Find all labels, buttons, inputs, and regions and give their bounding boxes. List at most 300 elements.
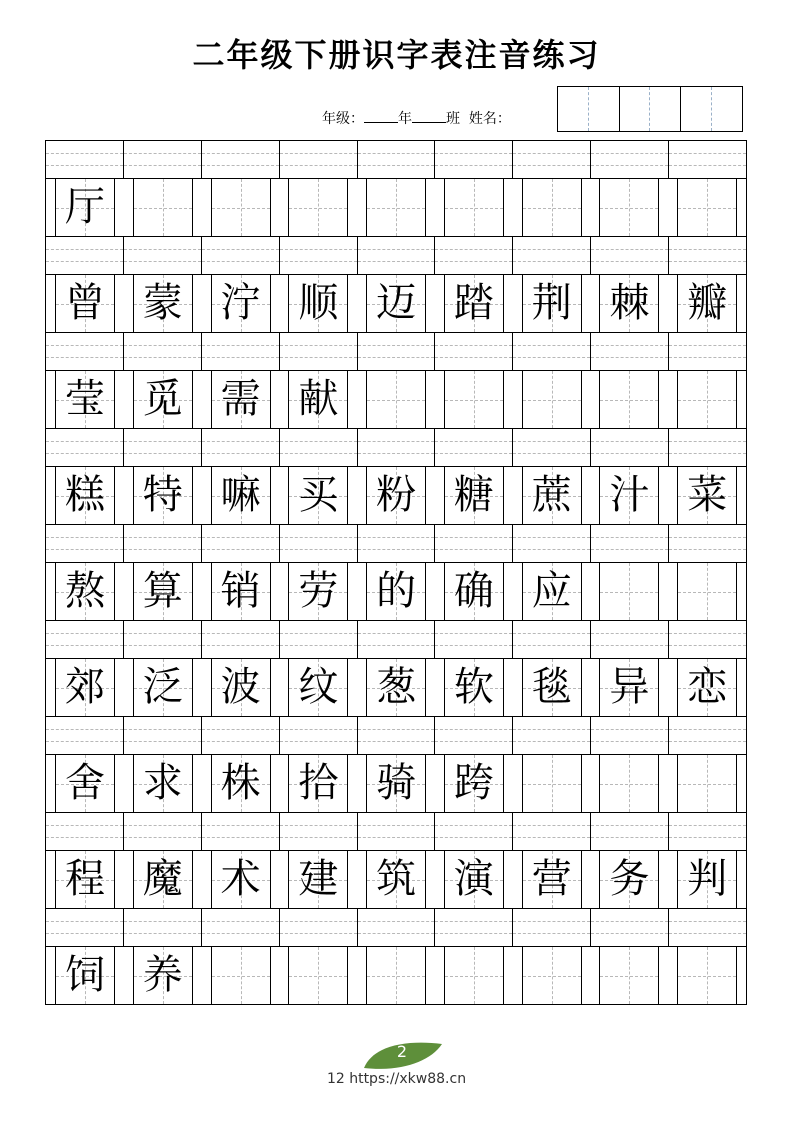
pinyin-cell[interactable] <box>124 333 202 370</box>
hanzi-character: 迈 <box>376 280 417 326</box>
pinyin-cell[interactable] <box>202 909 280 946</box>
tianzige-box[interactable] <box>366 851 426 908</box>
character-row <box>45 178 747 236</box>
pinyin-cell[interactable] <box>202 621 280 658</box>
tianzige-box[interactable] <box>211 371 271 428</box>
pinyin-cell[interactable] <box>124 621 202 658</box>
tianzige-box[interactable] <box>133 947 193 1004</box>
name-box-cell[interactable] <box>650 87 681 131</box>
tianzige-box[interactable] <box>55 371 115 428</box>
character-cell <box>590 275 668 332</box>
hanzi-character <box>600 563 658 620</box>
pinyin-cell[interactable] <box>513 717 591 754</box>
tianzige-box[interactable] <box>55 275 115 332</box>
character-cell <box>46 659 124 716</box>
character-row <box>45 754 747 812</box>
tianzige-box[interactable] <box>366 179 426 236</box>
tianzige-box[interactable] <box>288 563 348 620</box>
character-cell <box>357 851 435 908</box>
pinyin-row <box>45 332 747 370</box>
pinyin-cell[interactable] <box>124 237 202 274</box>
character-row <box>45 370 747 428</box>
tianzige-box[interactable] <box>211 179 271 236</box>
pinyin-cell[interactable] <box>358 621 436 658</box>
pinyin-cell[interactable] <box>202 429 280 466</box>
pinyin-row <box>45 908 747 946</box>
pinyin-cell[interactable] <box>591 909 669 946</box>
hanzi-character <box>134 179 192 236</box>
tianzige-box[interactable] <box>366 275 426 332</box>
pinyin-cell[interactable] <box>513 237 591 274</box>
tianzige-box[interactable] <box>288 467 348 524</box>
character-cell <box>357 563 435 620</box>
character-cell <box>279 947 357 1004</box>
hanzi-character <box>678 371 736 428</box>
character-cell <box>590 755 668 812</box>
hanzi-character: 株 <box>220 760 261 806</box>
hanzi-character: 熬 <box>65 568 105 614</box>
tianzige-box[interactable] <box>133 659 193 716</box>
pinyin-cell[interactable] <box>435 909 513 946</box>
hanzi-character: 魔 <box>142 856 183 902</box>
practice-grid <box>45 140 747 1005</box>
name-box-cell[interactable] <box>620 87 651 131</box>
tianzige-box[interactable] <box>677 179 737 236</box>
pinyin-cell[interactable] <box>46 141 124 178</box>
character-cell <box>46 467 124 524</box>
name-box-cell[interactable] <box>558 87 589 131</box>
footer-url: 12 https://xkw88.cn <box>326 1071 467 1087</box>
tianzige-box[interactable] <box>677 275 737 332</box>
pinyin-cell[interactable] <box>202 813 280 850</box>
pinyin-cell[interactable] <box>124 909 202 946</box>
tianzige-box[interactable] <box>444 659 504 716</box>
character-cell <box>124 467 202 524</box>
tianzige-box[interactable] <box>677 371 737 428</box>
character-cell <box>357 467 435 524</box>
character-row <box>45 658 747 716</box>
hanzi-character <box>600 371 658 428</box>
pinyin-cell[interactable] <box>46 429 124 466</box>
character-cell <box>435 275 513 332</box>
tianzige-box[interactable] <box>444 467 504 524</box>
hanzi-character: 曾 <box>65 280 105 326</box>
pinyin-cell[interactable] <box>591 525 669 562</box>
pinyin-cell[interactable] <box>435 141 513 178</box>
character-cell <box>668 371 746 428</box>
tianzige-box[interactable] <box>55 851 115 908</box>
hanzi-character <box>367 371 425 428</box>
tianzige-box[interactable] <box>522 851 582 908</box>
tianzige-box[interactable] <box>522 563 582 620</box>
hanzi-character: 求 <box>142 760 183 806</box>
pinyin-cell[interactable] <box>124 141 202 178</box>
pinyin-cell[interactable] <box>358 141 436 178</box>
pinyin-cell[interactable] <box>358 237 436 274</box>
tianzige-box[interactable] <box>522 275 582 332</box>
tianzige-box[interactable] <box>599 659 659 716</box>
character-cell <box>46 755 124 812</box>
class-suffix: 班 <box>446 111 460 127</box>
tianzige-box[interactable] <box>677 467 737 524</box>
hanzi-character: 觅 <box>142 376 183 422</box>
tianzige-box[interactable] <box>522 947 582 1004</box>
pinyin-cell[interactable] <box>591 141 669 178</box>
pinyin-cell[interactable] <box>280 909 358 946</box>
name-label: 姓名： <box>468 111 511 127</box>
pinyin-cell[interactable] <box>358 525 436 562</box>
tianzige-box[interactable] <box>522 179 582 236</box>
tianzige-box[interactable] <box>133 371 193 428</box>
tianzige-box[interactable] <box>55 947 115 1004</box>
character-cell <box>668 179 746 236</box>
page-title: 二年级下册识字表注音练习 <box>192 36 601 74</box>
pinyin-cell[interactable] <box>513 141 591 178</box>
tianzige-box[interactable] <box>55 755 115 812</box>
hanzi-character: 拾 <box>298 760 339 806</box>
hanzi-character: 软 <box>453 664 494 710</box>
name-box-cell[interactable] <box>589 87 620 131</box>
tianzige-box[interactable] <box>211 659 271 716</box>
hanzi-character: 糕 <box>65 472 105 518</box>
pinyin-cell[interactable] <box>669 621 746 658</box>
character-cell <box>590 851 668 908</box>
tianzige-box[interactable] <box>288 659 348 716</box>
tianzige-box[interactable] <box>133 563 193 620</box>
pinyin-cell[interactable] <box>591 621 669 658</box>
pinyin-cell[interactable] <box>46 621 124 658</box>
tianzige-box[interactable] <box>288 275 348 332</box>
hanzi-character: 郊 <box>65 664 105 710</box>
tianzige-box[interactable] <box>366 755 426 812</box>
pinyin-cell[interactable] <box>46 813 124 850</box>
character-cell <box>279 275 357 332</box>
character-cell <box>46 851 124 908</box>
hanzi-character: 菜 <box>687 472 728 518</box>
character-cell <box>513 179 591 236</box>
tianzige-box[interactable] <box>444 947 504 1004</box>
tianzige-box[interactable] <box>211 467 271 524</box>
character-cell <box>357 179 435 236</box>
pinyin-cell[interactable] <box>202 237 280 274</box>
pinyin-cell[interactable] <box>280 813 358 850</box>
hanzi-character: 特 <box>142 472 183 518</box>
pinyin-cell[interactable] <box>280 717 358 754</box>
tianzige-box[interactable] <box>599 563 659 620</box>
hanzi-character <box>212 179 270 236</box>
pinyin-cell[interactable] <box>591 717 669 754</box>
character-cell <box>357 659 435 716</box>
tianzige-box[interactable] <box>444 563 504 620</box>
hanzi-character: 判 <box>687 856 728 902</box>
hanzi-character: 需 <box>220 376 261 422</box>
tianzige-box[interactable] <box>677 947 737 1004</box>
character-cell <box>202 371 280 428</box>
character-cell <box>124 659 202 716</box>
hanzi-character: 葱 <box>376 664 417 710</box>
character-cell <box>668 563 746 620</box>
hanzi-character: 程 <box>65 856 105 902</box>
tianzige-box[interactable] <box>288 947 348 1004</box>
pinyin-cell[interactable] <box>358 909 436 946</box>
hanzi-character <box>523 755 581 812</box>
hanzi-character: 养 <box>142 952 183 998</box>
pinyin-cell[interactable] <box>280 525 358 562</box>
character-row <box>45 850 747 908</box>
pinyin-cell[interactable] <box>669 525 746 562</box>
hanzi-character: 荆 <box>531 280 572 326</box>
pinyin-cell[interactable] <box>591 333 669 370</box>
hanzi-character: 棘 <box>609 280 650 326</box>
pinyin-cell[interactable] <box>513 813 591 850</box>
pinyin-cell[interactable] <box>280 237 358 274</box>
pinyin-cell[interactable] <box>435 813 513 850</box>
tianzige-box[interactable] <box>599 851 659 908</box>
pinyin-cell[interactable] <box>202 141 280 178</box>
pinyin-cell[interactable] <box>358 813 436 850</box>
character-cell <box>202 659 280 716</box>
character-cell <box>435 179 513 236</box>
pinyin-cell[interactable] <box>202 525 280 562</box>
tianzige-box[interactable] <box>599 947 659 1004</box>
hanzi-character: 波 <box>220 664 261 710</box>
tianzige-box[interactable] <box>444 755 504 812</box>
hanzi-character <box>523 371 581 428</box>
character-cell <box>435 467 513 524</box>
tianzige-box[interactable] <box>133 467 193 524</box>
hanzi-character: 买 <box>298 472 339 518</box>
pinyin-cell[interactable] <box>591 813 669 850</box>
tianzige-box[interactable] <box>599 467 659 524</box>
hanzi-character: 算 <box>142 568 183 614</box>
pinyin-cell[interactable] <box>435 621 513 658</box>
pinyin-cell[interactable] <box>46 717 124 754</box>
pinyin-row <box>45 812 747 850</box>
tianzige-box[interactable] <box>211 947 271 1004</box>
tianzige-box[interactable] <box>211 563 271 620</box>
pinyin-cell[interactable] <box>669 909 746 946</box>
pinyin-cell[interactable] <box>124 813 202 850</box>
character-cell <box>124 755 202 812</box>
pinyin-cell[interactable] <box>280 621 358 658</box>
character-cell <box>124 851 202 908</box>
pinyin-cell[interactable] <box>358 333 436 370</box>
name-box-cell[interactable] <box>681 87 712 131</box>
character-row <box>45 946 747 1004</box>
tianzige-box[interactable] <box>677 755 737 812</box>
tianzige-box[interactable] <box>444 851 504 908</box>
pinyin-cell[interactable] <box>46 525 124 562</box>
tianzige-box[interactable] <box>522 467 582 524</box>
tianzige-box[interactable] <box>444 371 504 428</box>
character-cell <box>357 755 435 812</box>
hanzi-character: 跨 <box>453 760 494 806</box>
character-cell <box>202 947 280 1004</box>
grade-blank[interactable] <box>364 108 398 123</box>
tianzige-box[interactable] <box>211 275 271 332</box>
tianzige-box[interactable] <box>677 563 737 620</box>
tianzige-box[interactable] <box>211 755 271 812</box>
tianzige-box[interactable] <box>599 371 659 428</box>
character-cell <box>46 563 124 620</box>
character-cell <box>202 467 280 524</box>
pinyin-cell[interactable] <box>669 429 746 466</box>
pinyin-cell[interactable] <box>513 429 591 466</box>
tianzige-box[interactable] <box>366 563 426 620</box>
tianzige-box[interactable] <box>599 275 659 332</box>
pinyin-cell[interactable] <box>46 909 124 946</box>
hanzi-character: 确 <box>453 568 494 614</box>
tianzige-box[interactable] <box>288 851 348 908</box>
pinyin-cell[interactable] <box>669 237 746 274</box>
character-cell <box>668 851 746 908</box>
pinyin-cell[interactable] <box>124 429 202 466</box>
pinyin-cell[interactable] <box>358 717 436 754</box>
hanzi-character: 纹 <box>298 664 339 710</box>
pinyin-cell[interactable] <box>280 141 358 178</box>
student-info <box>322 108 511 128</box>
pinyin-row <box>45 716 747 754</box>
pinyin-cell[interactable] <box>435 525 513 562</box>
hanzi-character <box>523 179 581 236</box>
tianzige-box[interactable] <box>599 179 659 236</box>
tianzige-box[interactable] <box>55 179 115 236</box>
pinyin-cell[interactable] <box>513 525 591 562</box>
pinyin-cell[interactable] <box>513 621 591 658</box>
character-cell <box>202 851 280 908</box>
tianzige-box[interactable] <box>444 179 504 236</box>
character-cell <box>435 659 513 716</box>
pinyin-cell[interactable] <box>202 717 280 754</box>
character-cell <box>513 275 591 332</box>
pinyin-cell[interactable] <box>591 429 669 466</box>
tianzige-box[interactable] <box>522 371 582 428</box>
character-cell <box>202 755 280 812</box>
pinyin-cell[interactable] <box>513 909 591 946</box>
hanzi-character: 嘛 <box>220 472 261 518</box>
hanzi-character <box>523 947 581 1004</box>
year-suffix: 年 <box>398 111 412 127</box>
tianzige-box[interactable] <box>55 659 115 716</box>
pinyin-cell[interactable] <box>124 525 202 562</box>
pinyin-cell[interactable] <box>202 333 280 370</box>
character-cell <box>513 563 591 620</box>
character-cell <box>435 851 513 908</box>
character-cell <box>124 275 202 332</box>
pinyin-cell[interactable] <box>435 717 513 754</box>
pinyin-cell[interactable] <box>435 429 513 466</box>
hanzi-character: 异 <box>609 664 650 710</box>
hanzi-character: 踏 <box>453 280 494 326</box>
hanzi-character: 瓣 <box>687 280 728 326</box>
tianzige-box[interactable] <box>677 851 737 908</box>
pinyin-cell[interactable] <box>669 813 746 850</box>
tianzige-box[interactable] <box>133 755 193 812</box>
character-cell <box>435 563 513 620</box>
pinyin-cell[interactable] <box>591 237 669 274</box>
tianzige-box[interactable] <box>288 179 348 236</box>
tianzige-box[interactable] <box>366 659 426 716</box>
tianzige-box[interactable] <box>366 467 426 524</box>
pinyin-cell[interactable] <box>124 717 202 754</box>
character-cell <box>435 371 513 428</box>
hanzi-character: 献 <box>298 376 339 422</box>
tianzige-box[interactable] <box>288 755 348 812</box>
tianzige-box[interactable] <box>444 275 504 332</box>
tianzige-box[interactable] <box>366 371 426 428</box>
pinyin-row <box>45 140 747 178</box>
character-cell <box>46 275 124 332</box>
pinyin-row <box>45 236 747 274</box>
tianzige-box[interactable] <box>599 755 659 812</box>
character-cell <box>124 371 202 428</box>
tianzige-box[interactable] <box>133 179 193 236</box>
hanzi-character: 术 <box>220 856 261 902</box>
character-cell <box>46 179 124 236</box>
tianzige-box[interactable] <box>55 563 115 620</box>
hanzi-character: 泛 <box>142 664 183 710</box>
hanzi-character: 毯 <box>531 664 572 710</box>
tianzige-box[interactable] <box>55 467 115 524</box>
hanzi-character: 糖 <box>453 472 494 518</box>
character-cell <box>668 755 746 812</box>
name-writing-box[interactable] <box>557 86 743 132</box>
tianzige-box[interactable] <box>288 371 348 428</box>
character-cell <box>590 947 668 1004</box>
character-cell <box>590 467 668 524</box>
pinyin-cell[interactable] <box>669 333 746 370</box>
character-cell <box>46 371 124 428</box>
hanzi-character <box>367 179 425 236</box>
tianzige-box[interactable] <box>133 275 193 332</box>
tianzige-box[interactable] <box>211 851 271 908</box>
tianzige-box[interactable] <box>522 659 582 716</box>
character-cell <box>279 563 357 620</box>
pinyin-cell[interactable] <box>280 333 358 370</box>
tianzige-box[interactable] <box>366 947 426 1004</box>
tianzige-box[interactable] <box>522 755 582 812</box>
pinyin-cell[interactable] <box>669 717 746 754</box>
pinyin-cell[interactable] <box>669 141 746 178</box>
tianzige-box[interactable] <box>677 659 737 716</box>
hanzi-character: 泞 <box>220 280 261 326</box>
hanzi-character <box>212 947 270 1004</box>
hanzi-character: 务 <box>609 856 650 902</box>
pinyin-cell[interactable] <box>435 237 513 274</box>
pinyin-cell[interactable] <box>280 429 358 466</box>
pinyin-cell[interactable] <box>46 237 124 274</box>
hanzi-character <box>445 947 503 1004</box>
hanzi-character <box>600 947 658 1004</box>
hanzi-character: 建 <box>298 856 339 902</box>
tianzige-box[interactable] <box>133 851 193 908</box>
pinyin-cell[interactable] <box>435 333 513 370</box>
character-cell <box>590 563 668 620</box>
pinyin-cell[interactable] <box>358 429 436 466</box>
hanzi-character: 骑 <box>376 760 417 806</box>
pinyin-cell[interactable] <box>513 333 591 370</box>
pinyin-cell[interactable] <box>46 333 124 370</box>
hanzi-character: 饲 <box>65 952 105 998</box>
character-cell <box>513 755 591 812</box>
character-cell <box>202 179 280 236</box>
hanzi-character <box>600 179 658 236</box>
hanzi-character: 应 <box>531 568 572 614</box>
character-cell <box>435 755 513 812</box>
class-blank[interactable] <box>412 108 446 123</box>
name-box-cell[interactable] <box>712 87 742 131</box>
character-cell <box>279 851 357 908</box>
